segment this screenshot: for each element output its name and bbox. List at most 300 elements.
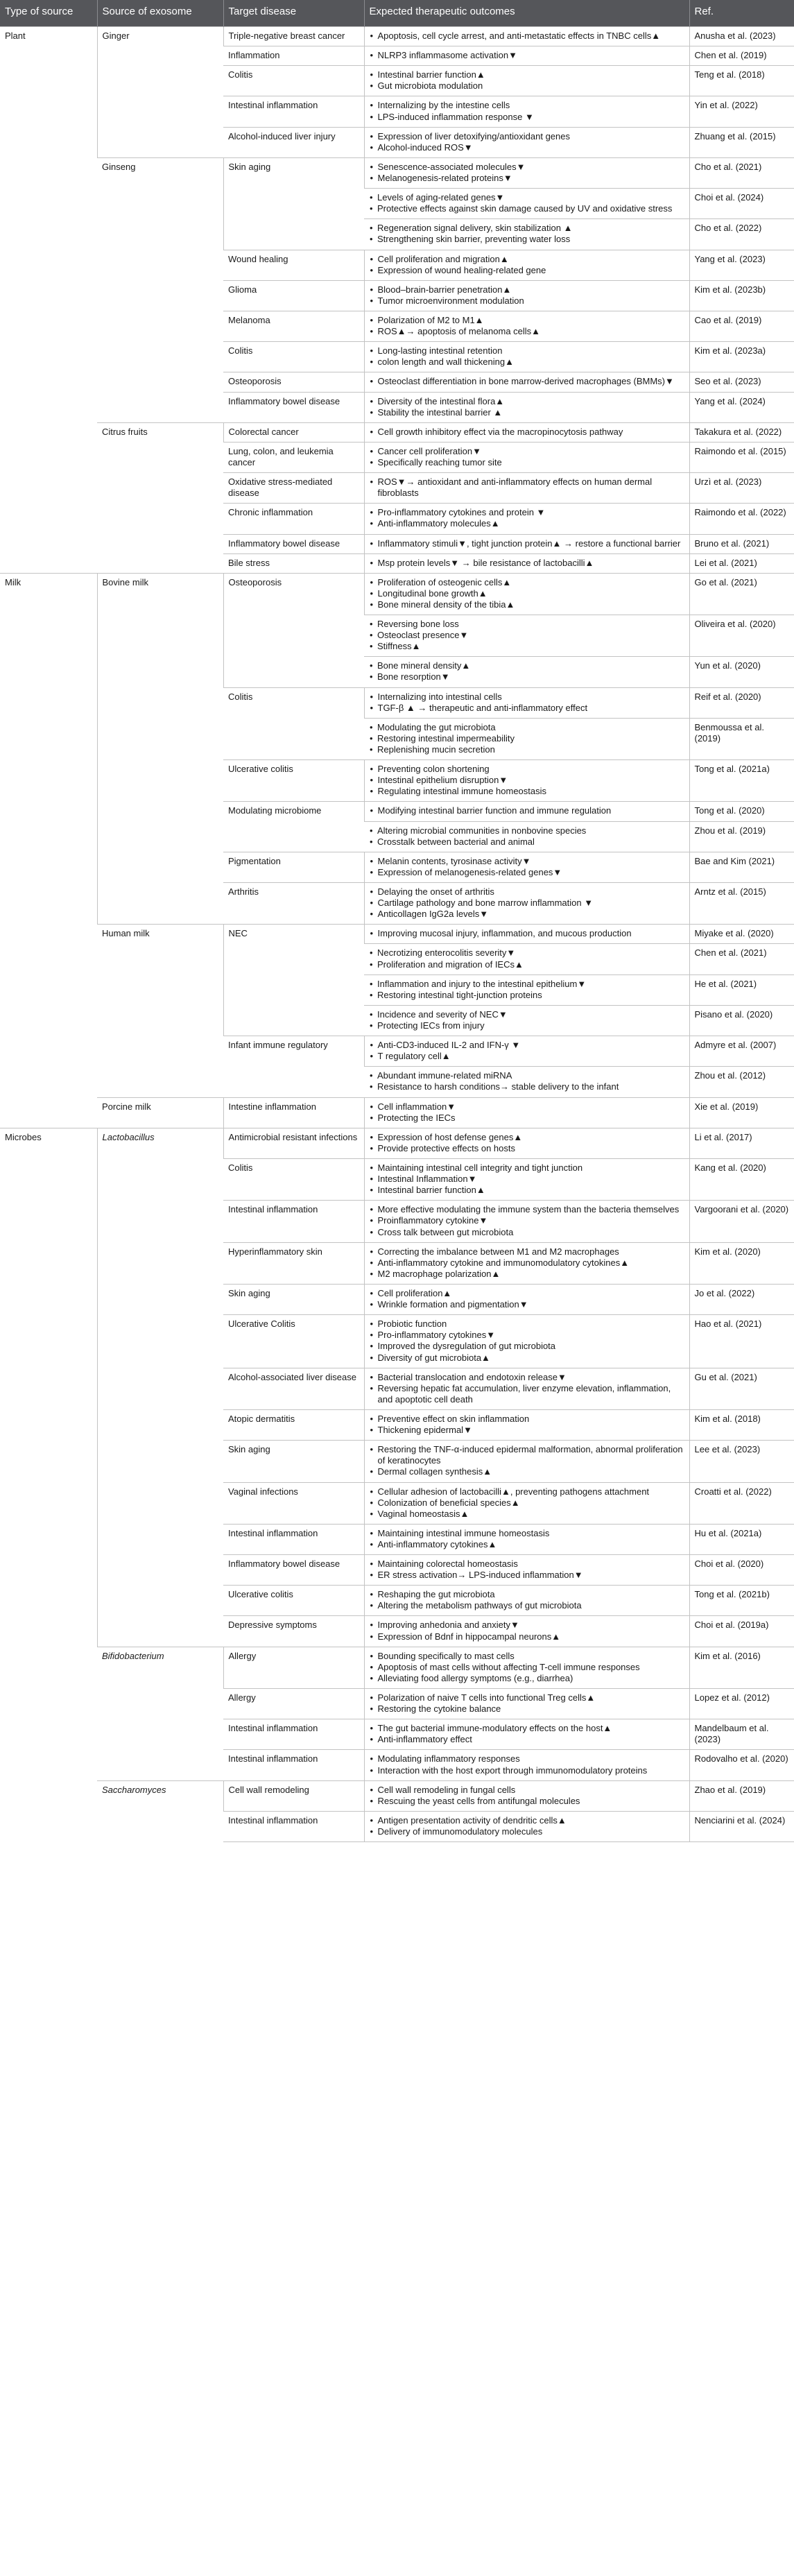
cell-target-disease: Infant immune regulatory [223, 1036, 364, 1097]
cell-outcomes [364, 1750, 689, 1780]
outcome-list [369, 619, 685, 652]
outcome-list [370, 805, 685, 816]
outcome-item: • Antigen presentation activity of dendritic cells▲ [370, 1815, 685, 1826]
outcome-item: • Blood–brain-barrier penetration▲ [370, 284, 685, 295]
outcome-item: • Bacterial translocation and endotoxin release▼ [370, 1372, 685, 1383]
cell-reference: Zhuang et al. (2015) [689, 127, 794, 157]
outcome-list [370, 1692, 685, 1715]
outcome-list [370, 1753, 685, 1776]
outcome-item: • Melanin contents, tyrosinase activity▼ [370, 856, 685, 867]
cell-outcomes [364, 1811, 689, 1841]
outcome-list [369, 1070, 685, 1092]
outcome-item: • Melanogenesis-related proteins▼ [370, 173, 685, 184]
cell-reference: Kim et al. (2020) [689, 1242, 794, 1284]
outcome-list [369, 1009, 685, 1031]
cell-target-disease: Wound healing [223, 250, 364, 280]
outcome-item: • Longitudinal bone growth▲ [370, 588, 685, 599]
cell-target-disease: Ulcerative Colitis [223, 1315, 364, 1368]
cell-reference: Zhou et al. (2012) [689, 1067, 794, 1097]
cell-outcomes [364, 127, 689, 157]
cell-reference: Cho et al. (2021) [689, 157, 794, 188]
outcome-list [370, 1162, 685, 1196]
cell-outcomes [364, 1201, 689, 1242]
outcome-item: • Cell proliferation and migration▲ [370, 254, 685, 265]
cell-outcomes [364, 718, 689, 759]
cell-source-of-exosome: Lactobacillus [97, 1128, 223, 1647]
cell-outcomes [364, 657, 689, 687]
cell-target-disease: Allergy [223, 1689, 364, 1719]
outcome-item: • Crosstalk between bacterial and animal [369, 836, 685, 848]
outcome-list [370, 396, 685, 418]
cell-reference: Lei et al. (2021) [689, 553, 794, 573]
cell-outcomes [364, 1616, 689, 1647]
outcome-list [369, 223, 685, 245]
cell-reference: Chen et al. (2021) [689, 944, 794, 974]
cell-reference: Choi et al. (2019a) [689, 1616, 794, 1647]
outcome-item: • Maintaining colorectal homeostasis [370, 1559, 685, 1570]
outcome-item: • Preventing colon shortening [370, 764, 685, 775]
outcome-item: • Intestinal barrier function▲ [370, 69, 685, 80]
cell-outcomes [364, 1284, 689, 1314]
cell-reference: Choi et al. (2024) [689, 189, 794, 219]
outcome-list [369, 947, 685, 970]
outcome-item: • Osteoclast presence▼ [369, 630, 685, 641]
outcome-item: • Regulating intestinal immune homeostasis [370, 786, 685, 797]
cell-target-disease: Triple-negative breast cancer [223, 27, 364, 46]
outcome-list [370, 162, 685, 184]
cell-outcomes [364, 1005, 689, 1036]
cell-reference: Anusha et al. (2023) [689, 27, 794, 46]
outcome-item: • Improving mucosal injury, inflammation, and mucous production [370, 928, 685, 939]
outcome-item: • Regeneration signal delivery, skin stabilization ▲ [369, 223, 685, 234]
cell-reference: Seo et al. (2023) [689, 372, 794, 392]
cell-type-of-source: Microbes [0, 1128, 97, 1841]
outcome-item: • Preventive effect on skin inflammation [370, 1414, 685, 1425]
cell-type-of-source: Plant [0, 27, 97, 574]
cell-outcomes [364, 189, 689, 219]
outcome-list [370, 1040, 685, 1062]
outcome-item: • Restoring the cytokine balance [370, 1703, 685, 1715]
outcome-item: • Apoptosis of mast cells without affecting T-cell immune responses [370, 1662, 685, 1673]
outcome-item: • Abundant immune-related miRNA [369, 1070, 685, 1081]
outcome-item: • Probiotic function [370, 1319, 685, 1330]
outcome-item: • Cell proliferation▲ [370, 1288, 685, 1299]
cell-reference: Raimondo et al. (2022) [689, 504, 794, 534]
outcome-list [370, 1589, 685, 1611]
outcome-item: • Proinflammatory cytokine▼ [370, 1215, 685, 1226]
outcome-item: • Pro-inflammatory cytokines▼ [370, 1330, 685, 1341]
cell-reference: Vargoorani et al. (2020) [689, 1201, 794, 1242]
outcome-item: • Necrotizing enterocolitis severity▼ [369, 947, 685, 959]
outcome-item: • Pro-inflammatory cytokines and protein ▼ [370, 507, 685, 518]
outcome-item: • Reshaping the gut microbiota [370, 1589, 685, 1600]
outcome-item: • Stability the intestinal barrier ▲ [370, 407, 685, 418]
cell-target-disease: Arthritis [223, 883, 364, 925]
outcome-item: • Strengthening skin barrier, preventing water loss [369, 234, 685, 245]
cell-outcomes [364, 392, 689, 422]
cell-outcomes [364, 1780, 689, 1811]
outcome-list [370, 764, 685, 797]
outcome-list [370, 1559, 685, 1581]
cell-target-disease: Alcohol-induced liver injury [223, 127, 364, 157]
cell-target-disease: Ulcerative colitis [223, 1586, 364, 1616]
table-header [0, 0, 794, 27]
outcome-list [370, 538, 685, 549]
cell-reference: Kim et al. (2023a) [689, 342, 794, 372]
cell-reference: Kang et al. (2020) [689, 1158, 794, 1200]
outcome-item: • Restoring intestinal tight-junction proteins [369, 990, 685, 1001]
outcome-list [370, 476, 685, 499]
header-expected-outcomes: Expected therapeutic outcomes [364, 0, 689, 27]
outcome-item: • M2 macrophage polarization▲ [370, 1269, 685, 1280]
outcome-item: • Anti-inflammatory molecules▲ [370, 518, 685, 529]
table-row [0, 1128, 794, 1158]
cell-reference: Lopez et al. (2012) [689, 1689, 794, 1719]
cell-reference: Xie et al. (2019) [689, 1097, 794, 1128]
outcome-item: • Correcting the imbalance between M1 and M2 macrophages [370, 1246, 685, 1257]
outcome-item: • Levels of aging-related genes▼ [369, 192, 685, 203]
header-ref: Ref. [689, 0, 794, 27]
outcome-list [370, 558, 685, 569]
cell-reference: Go et al. (2021) [689, 573, 794, 615]
outcome-item: • Provide protective effects on hosts [370, 1143, 685, 1154]
cell-target-disease: Colitis [223, 66, 364, 96]
outcome-item: • Protective effects against skin damage caused by UV and oxidative stress [369, 203, 685, 214]
cell-reference: Kim et al. (2018) [689, 1409, 794, 1440]
cell-reference: Yin et al. (2022) [689, 96, 794, 127]
cell-reference: Reif et al. (2020) [689, 687, 794, 718]
outcome-item: • Alleviating food allergy symptoms (e.g., diarrhea) [370, 1673, 685, 1684]
outcome-item: • Internalizing into intestinal cells [370, 692, 685, 703]
outcome-list [370, 886, 685, 920]
cell-reference: Takakura et al. (2022) [689, 422, 794, 442]
outcome-list [370, 1486, 685, 1520]
cell-source-of-exosome: Ginseng [97, 157, 223, 422]
cell-outcomes [364, 280, 689, 311]
cell-target-disease: Chronic inflammation [223, 504, 364, 534]
cell-target-disease: Inflammatory bowel disease [223, 392, 364, 422]
outcome-list [370, 100, 685, 122]
outcome-item: • Inflammation and injury to the intestinal epithelium▼ [369, 979, 685, 990]
cell-reference: Hao et al. (2021) [689, 1315, 794, 1368]
outcome-list [370, 284, 685, 307]
cell-outcomes [364, 1555, 689, 1586]
cell-outcomes [364, 883, 689, 925]
cell-target-disease: Glioma [223, 280, 364, 311]
cell-reference: Oliveira et al. (2020) [689, 615, 794, 657]
cell-outcomes [364, 821, 689, 852]
outcome-item: • TGF-β ▲ → therapeutic and anti-inflammatory effect [370, 703, 685, 714]
outcome-item: • Expression of wound healing-related gene [370, 265, 685, 276]
cell-outcomes [364, 342, 689, 372]
cell-reference: Rodovalho et al. (2020) [689, 1750, 794, 1780]
cell-target-disease: Depressive symptoms [223, 1616, 364, 1647]
cell-outcomes [364, 46, 689, 66]
cell-reference: Yang et al. (2024) [689, 392, 794, 422]
cell-outcomes [364, 802, 689, 821]
cell-outcomes [364, 311, 689, 341]
cell-target-disease: Cell wall remodeling [223, 1780, 364, 1811]
table-row [0, 1097, 794, 1128]
outcome-item: • Delivery of immunomodulatory molecules [370, 1826, 685, 1837]
outcome-list [370, 50, 685, 61]
outcome-item: • Anti-CD3-induced IL-2 and IFN-γ ▼ [370, 1040, 685, 1051]
outcome-item: • Polarization of naive T cells into functional Treg cells▲ [370, 1692, 685, 1703]
outcome-list [369, 192, 685, 214]
cell-outcomes [364, 1441, 689, 1482]
cell-reference: Admyre et al. (2007) [689, 1036, 794, 1067]
cell-outcomes [364, 1689, 689, 1719]
cell-source-of-exosome: Saccharomyces [97, 1780, 223, 1841]
cell-outcomes [364, 157, 689, 188]
outcome-item: • Anticollagen IgG2a levels▼ [370, 909, 685, 920]
outcome-item: • Senescence-associated molecules▼ [370, 162, 685, 173]
outcome-item: • Diversity of the intestinal flora▲ [370, 396, 685, 407]
outcome-item: • Msp protein levels▼ → bile resistance of lactobacilli▲ [370, 558, 685, 569]
cell-reference: Choi et al. (2020) [689, 1555, 794, 1586]
outcome-item: • Proliferation of osteogenic cells▲ [370, 577, 685, 588]
cell-target-disease: Inflammation [223, 46, 364, 66]
outcome-item: • Restoring intestinal impermeability [369, 733, 685, 744]
outcome-item: • More effective modulating the immune system than the bacteria themselves [370, 1204, 685, 1215]
cell-target-disease: Pigmentation [223, 852, 364, 882]
outcome-item: • Expression of liver detoxifying/antioxidant genes [370, 131, 685, 142]
cell-reference: Tong et al. (2020) [689, 802, 794, 821]
outcome-list [370, 928, 685, 939]
cell-outcomes [364, 1524, 689, 1554]
outcome-list [370, 1444, 685, 1477]
cell-reference: Bruno et al. (2021) [689, 534, 794, 553]
outcome-list [370, 577, 685, 610]
cell-outcomes [364, 442, 689, 472]
outcome-item: • Inflammatory stimuli▼, tight junction protein▲ → restore a functional barrier [370, 538, 685, 549]
cell-target-disease: Atopic dermatitis [223, 1409, 364, 1440]
cell-outcomes [364, 422, 689, 442]
outcome-list [369, 722, 685, 755]
outcome-item: • Osteoclast differentiation in bone marrow-derived macrophages (BMMs)▼ [370, 376, 685, 387]
outcome-item: • Replenishing mucin secretion [369, 744, 685, 755]
header-type-of-source: Type of source [0, 0, 97, 27]
cell-target-disease: Colitis [223, 342, 364, 372]
cell-outcomes [364, 1647, 689, 1688]
outcome-list [369, 979, 685, 1001]
outcome-item: • Cross talk between gut microbiota [370, 1227, 685, 1238]
cell-reference: Li et al. (2017) [689, 1128, 794, 1158]
cell-source-of-exosome: Human milk [97, 925, 223, 1097]
outcome-list [370, 1132, 685, 1154]
cell-target-disease: Modulating microbiome [223, 802, 364, 852]
outcome-item: • Expression of Bdnf in hippocampal neurons▲ [370, 1631, 685, 1642]
outcome-item: • Cancer cell proliferation▼ [370, 446, 685, 457]
cell-outcomes [364, 1409, 689, 1440]
outcome-list [370, 856, 685, 878]
outcome-item: • Intestinal barrier function▲ [370, 1185, 685, 1196]
outcome-list [370, 1246, 685, 1280]
outcome-list [370, 1651, 685, 1684]
outcome-item: • Long-lasting intestinal retention [370, 345, 685, 357]
table-row [0, 1780, 794, 1811]
cell-target-disease: Intestinal inflammation [223, 1750, 364, 1780]
outcome-item: • Cartilage pathology and bone marrow inflammation ▼ [370, 898, 685, 909]
cell-outcomes [364, 1368, 689, 1409]
cell-target-disease: Skin aging [223, 1284, 364, 1314]
table-row [0, 27, 794, 46]
cell-reference: Yun et al. (2020) [689, 657, 794, 687]
cell-outcomes [364, 1097, 689, 1128]
cell-source-of-exosome: Bifidobacterium [97, 1647, 223, 1780]
cell-target-disease: Oxidative stress-mediated disease [223, 473, 364, 504]
cell-outcomes [364, 473, 689, 504]
outcome-list [370, 31, 685, 42]
cell-source-of-exosome: Citrus fruits [97, 422, 223, 573]
cell-outcomes [364, 1128, 689, 1158]
header-target-disease: Target disease [223, 0, 364, 27]
cell-outcomes [364, 925, 689, 944]
cell-reference: Urzì et al. (2023) [689, 473, 794, 504]
cell-type-of-source: Milk [0, 573, 97, 1128]
cell-outcomes [364, 1315, 689, 1368]
outcome-item: • Interaction with the host export through immunomodulatory proteins [370, 1765, 685, 1776]
table-row [0, 157, 794, 188]
outcome-item: • Delaying the onset of arthritis [370, 886, 685, 898]
cell-reference: Cao et al. (2019) [689, 311, 794, 341]
cell-outcomes [364, 219, 689, 250]
outcome-list [370, 131, 685, 153]
cell-target-disease: Intestinal inflammation [223, 1524, 364, 1554]
cell-reference: Lee et al. (2023) [689, 1441, 794, 1482]
outcome-list [370, 1319, 685, 1363]
cell-target-disease: Intestinal inflammation [223, 96, 364, 127]
cell-reference: Zhou et al. (2019) [689, 821, 794, 852]
outcome-list [369, 825, 685, 848]
outcome-item: • LPS-induced inflammation response ▼ [370, 112, 685, 123]
cell-source-of-exosome: Bovine milk [97, 573, 223, 925]
outcome-list [370, 1723, 685, 1745]
cell-reference: Miyake et al. (2020) [689, 925, 794, 944]
cell-outcomes [364, 504, 689, 534]
outcome-item: • Bone mineral density of the tibia▲ [370, 599, 685, 610]
header-source-of-exosome: Source of exosome [97, 0, 223, 27]
outcome-item: • Intestinal Inflammation▼ [370, 1174, 685, 1185]
cell-reference: Bae and Kim (2021) [689, 852, 794, 882]
cell-reference: Benmoussa et al. (2019) [689, 718, 794, 759]
outcome-item: • Stiffness▲ [369, 641, 685, 652]
cell-source-of-exosome: Porcine milk [97, 1097, 223, 1128]
header-row [0, 0, 794, 27]
cell-target-disease: Osteoporosis [223, 372, 364, 392]
cell-reference: Yang et al. (2023) [689, 250, 794, 280]
cell-reference: Pisano et al. (2020) [689, 1005, 794, 1036]
outcome-item: • Protecting the IECs [370, 1113, 685, 1124]
outcome-item: • Maintaining intestinal immune homeostasis [370, 1528, 685, 1539]
outcome-item: • Anti-inflammatory cytokines▲ [370, 1539, 685, 1550]
outcome-item: • Maintaining intestinal cell integrity and tight junction [370, 1162, 685, 1174]
cell-target-disease: Intestinal inflammation [223, 1811, 364, 1841]
cell-outcomes [364, 1719, 689, 1750]
cell-target-disease: Skin aging [223, 1441, 364, 1482]
outcome-item: • Polarization of M2 to M1▲ [370, 315, 685, 326]
table-body [0, 27, 794, 1842]
outcome-item: • Apoptosis, cell cycle arrest, and anti-metastatic effects in TNBC cells▲ [370, 31, 685, 42]
outcome-item: • Cell inflammation▼ [370, 1101, 685, 1113]
cell-target-disease: NEC [223, 925, 364, 1036]
outcome-item: • Altering microbial communities in nonbovine species [369, 825, 685, 836]
cell-target-disease: Inflammatory bowel disease [223, 1555, 364, 1586]
cell-outcomes [364, 760, 689, 802]
outcome-item: • Bounding specifically to mast cells [370, 1651, 685, 1662]
cell-target-disease: Lung, colon, and leukemia cancer [223, 442, 364, 472]
outcome-list [370, 1414, 685, 1436]
outcome-item: • Tumor microenvironment modulation [370, 295, 685, 307]
cell-target-disease: Melanoma [223, 311, 364, 341]
outcome-item: • Incidence and severity of NEC▼ [369, 1009, 685, 1020]
cell-outcomes [364, 974, 689, 1005]
outcome-list [369, 660, 685, 682]
cell-target-disease: Ulcerative colitis [223, 760, 364, 802]
cell-outcomes [364, 615, 689, 657]
table-row [0, 422, 794, 442]
outcome-item: • colon length and wall thickening▲ [370, 357, 685, 368]
outcome-item: • Vaginal homeostasis▲ [370, 1509, 685, 1520]
cell-target-disease: Colitis [223, 1158, 364, 1200]
outcome-item: • Thickening epidermal▼ [370, 1425, 685, 1436]
outcome-list [370, 1288, 685, 1310]
cell-outcomes [364, 687, 689, 718]
outcome-item: • Anti-inflammatory cytokine and immunomodulatory cytokines▲ [370, 1257, 685, 1269]
cell-target-disease: Osteoporosis [223, 573, 364, 687]
cell-outcomes [364, 553, 689, 573]
cell-source-of-exosome: Ginger [97, 27, 223, 158]
cell-reference: Arntz et al. (2015) [689, 883, 794, 925]
cell-target-disease: Skin aging [223, 157, 364, 250]
outcome-item: • Diversity of gut microbiota▲ [370, 1353, 685, 1364]
cell-reference: Teng et al. (2018) [689, 66, 794, 96]
outcome-item: • Modulating the gut microbiota [369, 722, 685, 733]
cell-reference: Raimondo et al. (2015) [689, 442, 794, 472]
outcome-list [370, 315, 685, 337]
outcome-item: • Bone resorption▼ [369, 671, 685, 682]
cell-reference: Hu et al. (2021a) [689, 1524, 794, 1554]
outcome-item: • Protecting IECs from injury [369, 1020, 685, 1031]
outcome-item: • Improving anhedonia and anxiety▼ [370, 1620, 685, 1631]
outcome-list [370, 1372, 685, 1405]
outcome-item: • Reversing hepatic fat accumulation, liver enzyme elevation, inflammation, and apoptotic cell death [370, 1383, 685, 1405]
cell-outcomes [364, 1158, 689, 1200]
outcome-item: • Restoring the TNF-α-induced epidermal malformation, abnormal proliferation of keratinocytes [370, 1444, 685, 1466]
outcome-item: • Expression of melanogenesis-related genes▼ [370, 867, 685, 878]
cell-target-disease: Bile stress [223, 553, 364, 573]
cell-outcomes [364, 372, 689, 392]
cell-reference: Cho et al. (2022) [689, 219, 794, 250]
outcome-list [370, 1785, 685, 1807]
outcome-list [370, 692, 685, 714]
cell-outcomes [364, 573, 689, 615]
cell-reference: Zhao et al. (2019) [689, 1780, 794, 1811]
outcome-item: • Resistance to harsh conditions→ stable delivery to the infant [369, 1081, 685, 1092]
cell-target-disease: Intestinal inflammation [223, 1201, 364, 1242]
outcome-list [370, 427, 685, 438]
cell-outcomes [364, 1242, 689, 1284]
cell-target-disease: Colorectal cancer [223, 422, 364, 442]
cell-target-disease: Vaginal infections [223, 1482, 364, 1524]
outcome-item: • Internalizing by the intestine cells [370, 100, 685, 111]
outcome-item: • Improved the dysregulation of gut microbiota [370, 1341, 685, 1352]
cell-outcomes [364, 1067, 689, 1097]
outcome-list [370, 1528, 685, 1550]
cell-reference: Croatti et al. (2022) [689, 1482, 794, 1524]
outcome-item: • Gut microbiota modulation [370, 80, 685, 92]
cell-outcomes [364, 1482, 689, 1524]
